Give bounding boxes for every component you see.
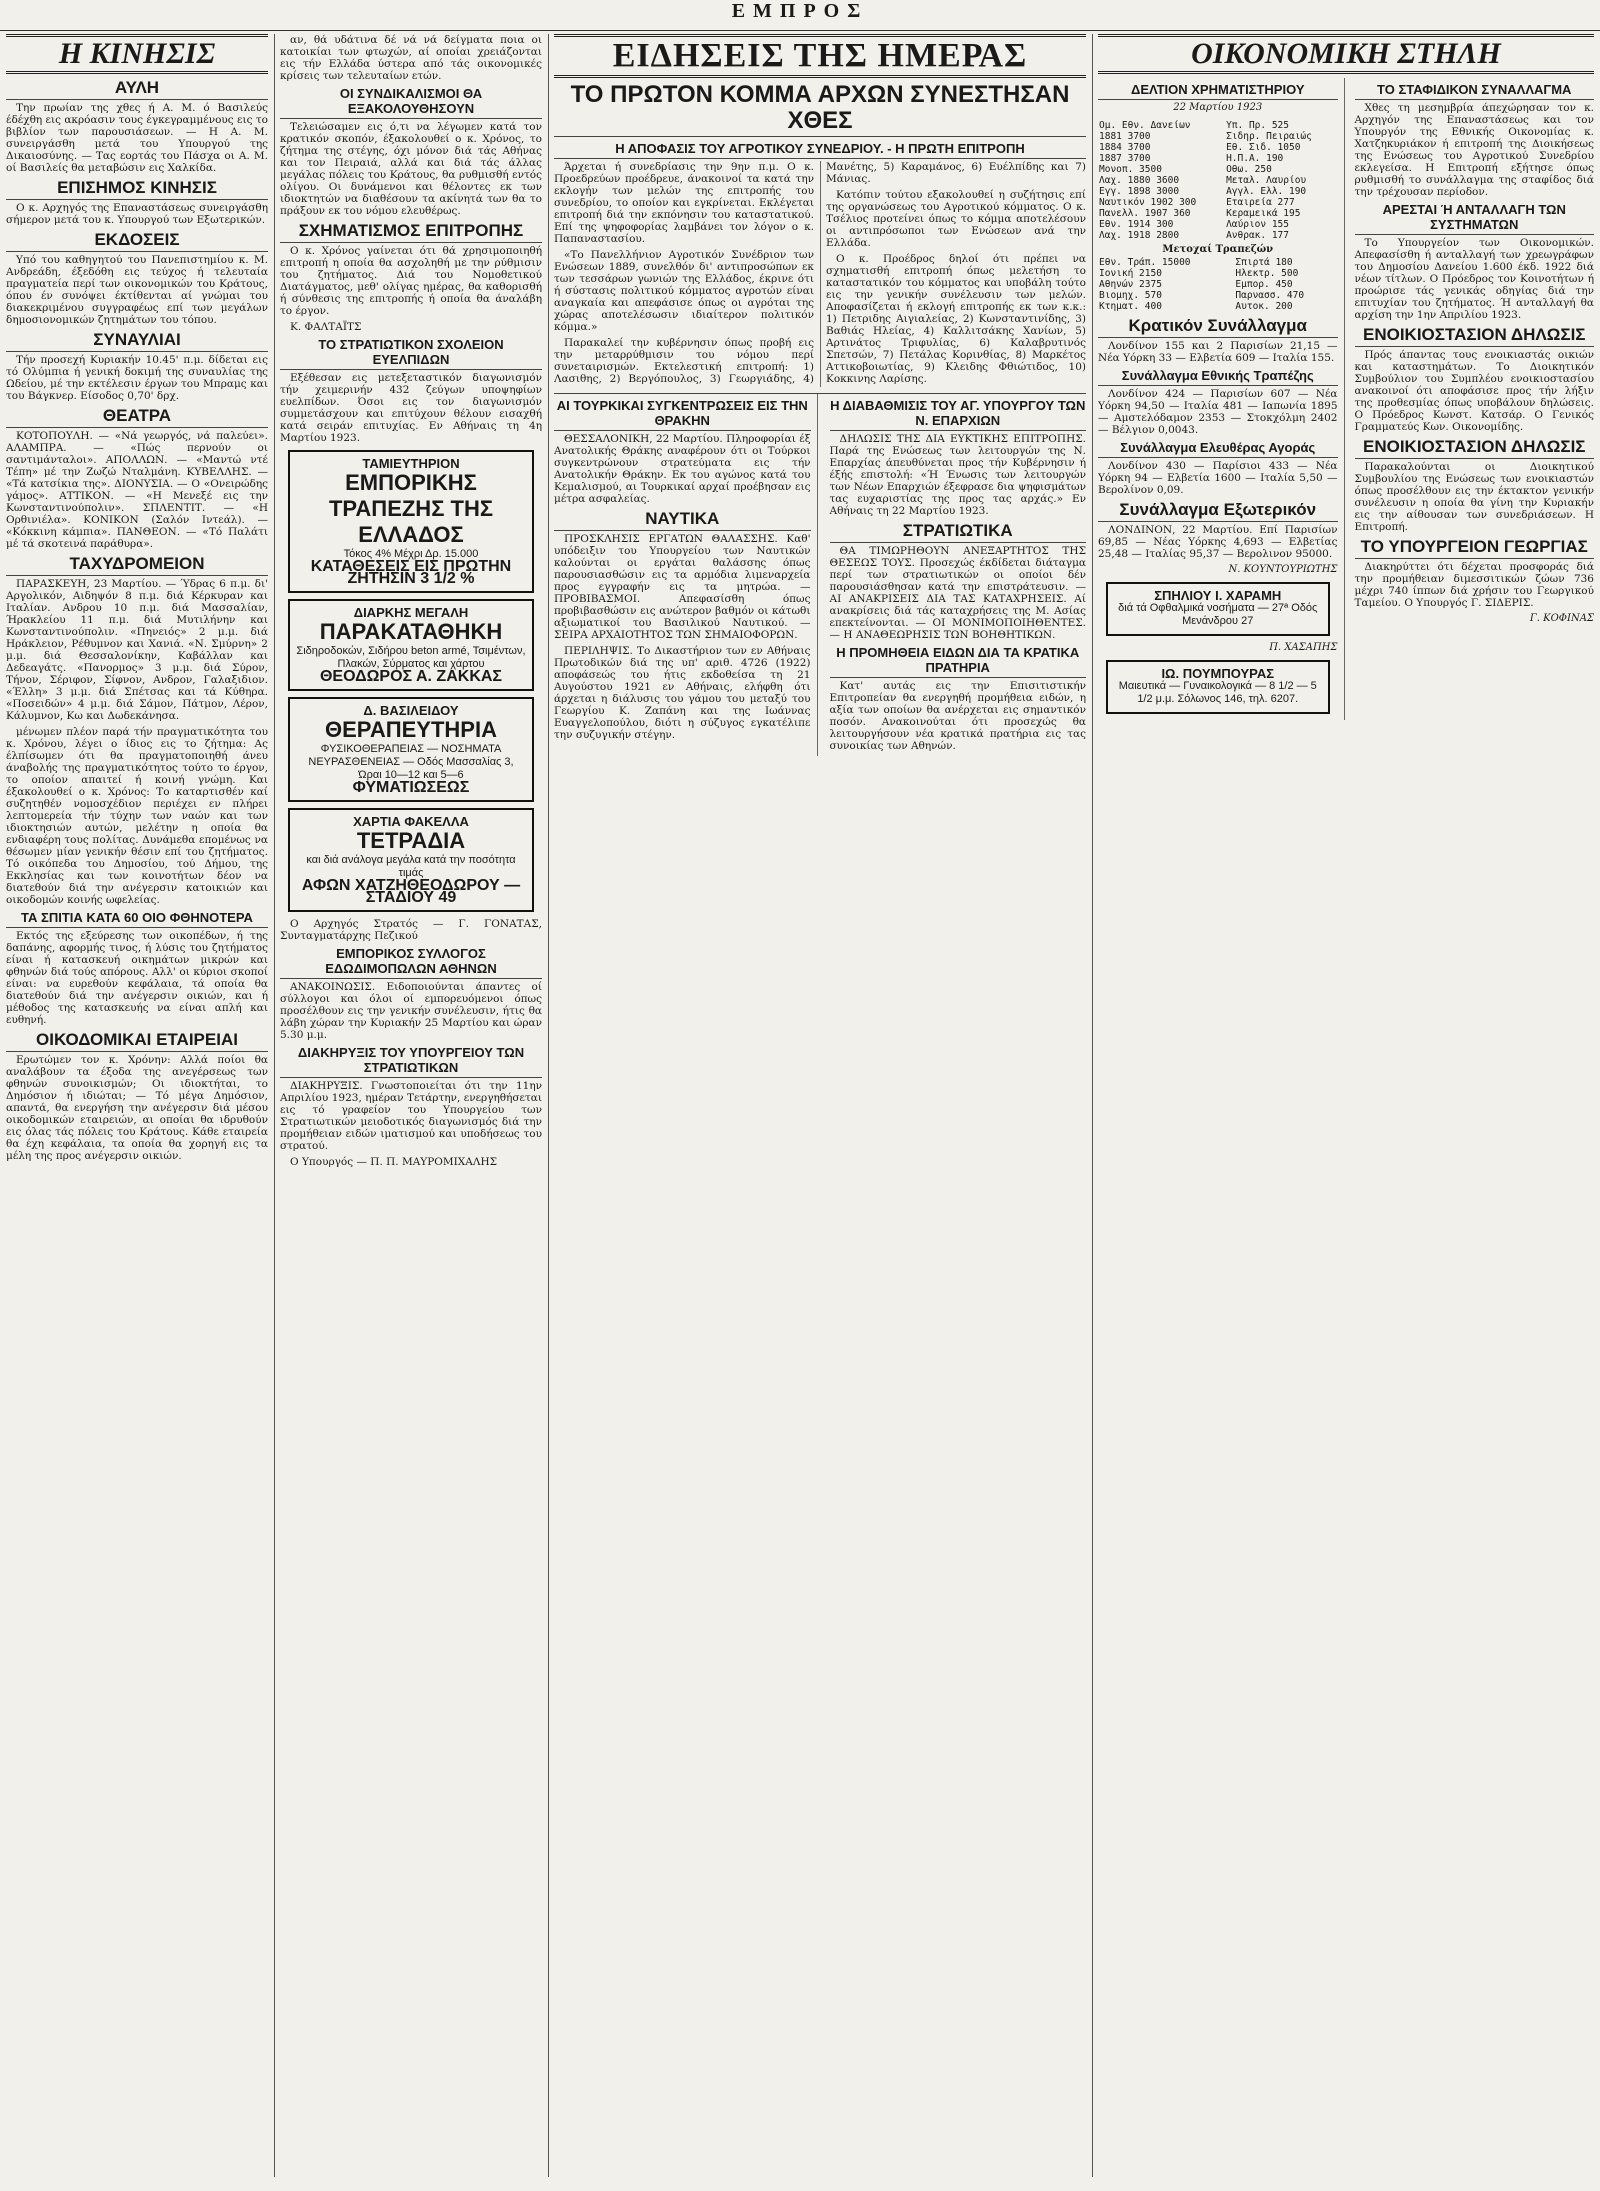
rate-cell: Εμπορ. 450 (1235, 279, 1293, 290)
rate-cell: Μονοπ. 3500 (1099, 164, 1162, 175)
signature: Ν. ΚΟΥΝΤΟΥΡΙΩΤΗΣ (1228, 564, 1338, 575)
rate-cell: Κεραμεικά 195 (1226, 208, 1301, 219)
ad-line: Τόκος 4% Μέχρι Δρ. 15.000 (343, 548, 479, 560)
article-headline: ΟΙΚΟΔΟΜΙΚΑΙ ΕΤΑΙΡΕΙΑΙ (6, 1030, 268, 1052)
column-divider (1092, 34, 1093, 2177)
rate-row (1098, 257, 1338, 268)
rate-row (1098, 290, 1338, 301)
article-headline: Συνάλλαγμα Ελευθέρας Αγοράς (1098, 440, 1338, 458)
ad-poumpouras (1106, 660, 1330, 714)
article-headline: ΑΙ ΤΟΥΡΚΙΚΑΙ ΣΥΓΚΕΝΤΡΩΣΕΙΣ ΕΙΣ ΤΗΝ ΘΡΑΚΗΝ (554, 398, 811, 431)
rate-cell: Σπιρτά 180 (1235, 257, 1293, 268)
ad-line: ΧΑΡΤΙΑ ΦΑΚΕΛΛΑ (353, 814, 469, 829)
article-body: Λονδίνον 430 — Παρίσιοι 433 — Νέα Υόρκη 94 — Ελβετία 1600 — Ιταλία 5,50 — Βερολίνον 0,09. (1098, 460, 1338, 496)
article-body: Χθες τη μεσημβρία άπεχώρησαν τον κ. Αρχηγόν της Επαναστάσεως και τον Υπουργόν της Εθνικής Οικονομίας κ. Χατζηκυριάκον ή επιτροπή της Διοικήσεως της Ενώσεως του Αγροτικού Συνεδρίου εκλεγείσα. Η Επιτροπή εξήτησε όπως ρυθμισθή το συνάλλαγμα της σταφίδος διά την τρέχουσαν περίοδον. (1354, 102, 1594, 198)
article-body: ΛΟΝΔΙΝΟΝ, 22 Μαρτίου. Επί Παρισίων 69,85 — Νέας Υόρκης 4,693 — Ελβετίας 25,48 — Ιταλίας 95,37 — Βερολινον 95000. (1098, 524, 1338, 560)
news-left-column (554, 394, 818, 756)
rate-row (1098, 186, 1338, 197)
rate-cell: Ιονική 2150 (1099, 268, 1162, 279)
ad-line: Σιδηροδοκών, Σιδήρου beton armé, Τσιμέντων, Πλακών, Σύρματος και χάρτου (296, 645, 526, 670)
lead-paragraph: «Το Πανελλήνιον Αγροτικόν Συνέδριον των Ενώσεων 1889, συνελθόν δι' αντιπροσώπων εκ των τεσσάρων γωνιών της Ελλάδος, έκρινε ότι ή σύστασις πολιτικού κόμματος αγροτών είναι αναγκαία και απεφάσισε όπως οι αγρόται της χώρας αποτελέσωσιν ιδιαίτερον πολιτικόν κόμμα.» (554, 249, 814, 333)
lead-subheadline: Η ΑΠΟΦΑΣΙΣ ΤΟΥ ΑΓΡΟΤΙΚΟΥ ΣΥΝΕΔΡΙΟΥ. - Η ΠΡΩΤΗ ΕΠΙΤΡΟΠΗ (554, 141, 1086, 159)
ad-line: ΤΕΤΡΑΔΙΑ (356, 828, 466, 853)
ad-line: ΙΩ. ΠΟΥΜΠΟΥΡΑΣ (1161, 666, 1275, 681)
article-body: μένωμεν πλέον παρά τήν πραγματικότητα του κ. Χρόνου, λέγει ο ίδιος εις το ζήτημα: Ας έλπίσωμεν ότι θα πραγματοποιηθή άνευ άναβολής της πραγματικότητος τούτο το έργον, το οποίον απαιτεί ή κοινή γνώμη. Και έξακολουθεί ο κ. Χρόνος: Το καταρτισθέν καί συζητηθέν νομοσχέδιον περιέχει εν πλήρει λεπτομερεία τήν τύχην των ναών και των ιδιοκτησιών αυτών, μελέτην η οποία θα ενδιαφέρη τους πολίτας. Δυνάμεθα επομένως να θέσωμεν μίαν γενικήν θέσιν επί του ζητήματος. Τό οικόπεδα του Δημοσίου, τού Δήμου, της Εκκλησίας και των κοινοτήτων δέον να διατεθούν διά την ανέγερσιν κατοικιών και οικοδομών κοινής ωφελείας. (6, 726, 268, 906)
column-economic (1098, 34, 1594, 2177)
article-body: Κ. ΦΑΛΤΑΪΤΣ (290, 321, 362, 333)
rate-cell: Ανθρακ. 177 (1226, 230, 1289, 241)
rate-cell: Κτηματ. 400 (1099, 301, 1162, 312)
article-headline: ΑΥΛΗ (6, 78, 268, 100)
article-body: Κατ' αυτάς εις την Επισιτιστικήν Επιτροπείαν θα ενεργηθή προμήθεια ειδών, η αξία των οποίων θα ανέρχεται εις σημαντικόν ποσόν. Ανακοινούται ότι προσεχώς θα λειτουργήσουν νέα κρατικά πρατήρια εις τας συνοικίας των Αθηνών. (829, 680, 1086, 752)
bulletin-title: ΔΕΛΤΙΟΝ ΧΡΗΜΑΤΙΣΤΗΡΙΟΥ (1098, 82, 1338, 100)
rate-row (1098, 230, 1338, 241)
article-headline: ΟΙ ΣΥΝΔΙΚΑΛΙΣΜΟΙ ΘΑ ΕΞΑΚΟΛΟΥΘΗΣΟΥΝ (280, 86, 542, 119)
article-body: ΠΑΡΑΣΚΕΥΗ, 23 Μαρτίου. — Ύδρας 6 π.μ. δι' Αργολικόν, Αιδηψόν 8 π.μ. διά Κέρκυραν και Ιταλίαν. Ανδρου 10 π.μ. διά Μασσαλίαν, Ήρακλείου 11 π.μ. διά Μυτιλήνην και Κωνσταντινούπολιν. «Πηνειός» 2 μ.μ. διά Ηράκλειον, Ρέθυμνον και Χανιά. «Ν. Σμύρνη» 2 μ.μ. διά Θεσσαλονίκην, Καβάλλαν και Δεδεαγάτς. «Πανορμος» 3 μ.μ. διά Σύρον, Τήνον, Σέριφον, Σίφνον, Ανδρον, Γαλαξιδιον. «Έλλη» 3 μ.μ. διά Σπέτσας και τά Κύθηρα. «Ποσειδών» 4 μ.μ. διά Σάμον, Πάτμον, Λέρον, Κάλυμνον, Κω και Δωδεκάνησα. (6, 578, 268, 722)
ad-line: Δ. ΒΑΣΙΛΕΙΔΟΥ (363, 703, 459, 718)
article-headline: Συνάλλαγμα Εθνικής Τραπέζης (1098, 368, 1338, 386)
masthead-title: ΕΜΠΡΟΣ (731, 0, 869, 22)
article-headline: ΔΙΑΚΗΡΥΞΙΣ ΤΟΥ ΥΠΟΥΡΓΕΙΟΥ ΤΩΝ ΣΤΡΑΤΙΩΤΙΚΩΝ (280, 1045, 542, 1078)
rate-cell: Σιδηρ. Πειραιώς (1226, 131, 1312, 142)
lead-paragraph: Ο κ. Προέδρος δηλοί ότι πρέπει να σχηματισθή επιτροπή όπως μελετήση το καταστατικόν του κόμματος και υποβάλη τούτο εις την γενικήν συνέλευσιν των μελών. Αποφασίζεται ή εκλογή επιτροπής εκ των κ.κ.: 1) Πετριδης Αιγιαλείας, 2) Κωνσταντινίδης, 3) Βαθιάς Ηλείας, 4) Καλλιτσάκης Χανίων, 5) Αρτινάτος Τριφυλίας, 6) Καλαβρυτινός Σπετσών, 7) Πετάλας Κορινθίας, 8) Μαρκέτος Αττικοβοιωτίας, 9) Κλειδης Φθιώτιδος, 10) Κοκκινης Λαρίσης. (826, 253, 1086, 385)
ad-line: ΤΑΜΙΕΥΤΗΡΙΟΝ (362, 456, 460, 471)
column-news-of-day (554, 34, 1086, 2177)
article-headline: ΣΤΡΑΤΙΩΤΙΚΑ (830, 521, 1087, 543)
rate-row (1098, 301, 1338, 312)
stock-bulletin (1098, 78, 1345, 720)
article-headline: ΕΜΠΟΡΙΚΟΣ ΣΥΛΛΟΓΟΣ ΕΔΩΔΙΜΟΠΩΛΩΝ ΑΘΗΝΩΝ (280, 946, 542, 979)
article-headline: ΕΝΟΙΚΙΟΣΤΑΣΙΟΝ ΔΗΛΩΣΙΣ (1355, 437, 1595, 459)
rate-cell: Αυτοκ. 200 (1235, 301, 1293, 312)
article-body: ΠΡΟΣΚΛΗΣΙΣ ΕΡΓΑΤΩΝ ΘΑΛΑΣΣΗΣ. Καθ' υπόδειξιν του Υπουργείου των Ναυτικών καλούνται οι εργάται θαλάσσης όπως παρουσιασθώσιν εις τα αρμόδια λιμεναρχεία προς εγγραφήν εις τα μητρώα. — ΠΡΟΒΙΒΑΣΜΟΙ. Απεφασίσθη όπως προβιβασθώσιν εις ανώτερον βαθμόν οι κάτωθι αξιωματικοί του Βασιλικού Ναυτικού. — ΣΕΙΡΑ ΑΡΧΑΙΟΤΗΤΟΣ ΤΩΝ ΣΗΜΑΙΟΦΟΡΩΝ. (554, 533, 811, 641)
rate-row (1098, 131, 1338, 142)
rate-cell: Εγγ. 1898 3000 (1099, 186, 1180, 197)
kinisis-articles (6, 78, 268, 1162)
article-headline: Η ΠΡΟΜΗΘΕΙΑ ΕΙΔΩΝ ΔΙΑ ΤΑ ΚΡΑΤΙΚΑ ΠΡΑΤΗΡΙΑ (830, 645, 1087, 678)
ad-line: ΘΕΟΔΩΡΟΣ Α. ΖΑΚΚΑΣ (319, 668, 503, 685)
rate-cell: Ηλεκτρ. 500 (1235, 268, 1299, 279)
article-body: Τήν προσεχή Κυριακήν 10.45' π.μ. δίδεται εις τό Ολύμπια ή γενική δοκιμή της συναυλίας της Ωδείου, μέ την εκτέλεσιν έργων του Μπραμς και του Βάγκνερ. Είσοδος 0,70' δρχ. (6, 354, 268, 402)
economic-news-list (1355, 82, 1595, 609)
rate-cell: Λαχ. 1880 3600 (1099, 175, 1180, 186)
article-body: ΑΝΑΚΟΙΝΩΣΙΣ. Ειδοποιούνται άπαντες οί σύλλογοι και όλοι οί εμπορευόμενοι όπως προσέλθουν εις την γενικήν συνέλευσιν, ήτις θα λάβη χώραν την Κυριακήν 25 Μαρτίου και ώραν 5.30 μ.μ. (280, 981, 542, 1041)
column-two-articles (280, 34, 542, 444)
economic-news (1355, 78, 1595, 720)
article-body: ΘΑ ΤΙΜΩΡΗΘΟΥΝ ΑΝΕΞΑΡΤΗΤΟΣ ΤΗΣ ΘΕΣΕΩΣ ΤΟΥΣ. Προσεχώς έκδίδεται διάταγμα περί των στρατιωτικών οι οποίοι δέν παρουσιάσθησαν κατά την επιστράτευσιν. — ΑΙ ΑΝΑΚΡΙΣΕΙΣ ΔΙΑ ΤΑΣ ΚΑΤΑΧΡΗΣΕΙΣ. Αί ανακρίσεις διά τάς καταχρήσεις της Μ. Ασίας επεκτείνονται. — ΟΙ ΜΟΝΙΜΟΠΟΙΗΘΕΝΤΕΣ. — Η ΑΝΑΘΕΩΡΗΣΙΣ ΤΩΝ ΒΟΗΘΗΤΙΚΩΝ. (829, 545, 1086, 641)
ad-line: Μαιευτικά — Γυναικολογικά — 8 1/2 — 5 1/2 μ.μ. Σόλωνος 146, τηλ. 6207. (1118, 680, 1317, 705)
ad-parakatathiki (288, 599, 534, 691)
lead-article-body (554, 161, 1086, 387)
rate-cell: Ναυτικόν 1902 300 (1099, 197, 1197, 208)
article-headline: ΕΠΙΣΗΜΟΣ ΚΙΝΗΣΙΣ (6, 178, 268, 200)
ad-line: ΠΑΡΑΚΑΤΑΘΗΚΗ (319, 619, 503, 644)
article-body: Λονδίνον 155 και 2 Παρισίων 21,15 — Νέα Υόρκη 33 — Ελβετία 609 — Ιταλία 155. (1098, 340, 1338, 364)
exchange-lines (1098, 316, 1338, 560)
rate-row (1098, 164, 1338, 175)
rate-cell: Αγγλ. Ελλ. 190 (1226, 186, 1307, 197)
rate-row (1098, 279, 1338, 290)
rate-cell: Πανελλ. 1907 360 (1099, 208, 1191, 219)
article-body: αν, θά υδάτινα δέ νά νά δείγματα ποια οι κατοικίαι των φτωχών, αί οποίαι χρειάζονται εις τήν Ελλάδα ύστερα από τάς οικονομικές κρίσεις των τελευταίων ετών. (280, 34, 542, 82)
rate-row (1098, 208, 1338, 219)
article-body: ΔΗΛΩΣΙΣ ΤΗΣ ΔΙΑ ΕΥΚΤΙΚΗΣ ΕΠΙΤΡΟΠΗΣ. Παρά της Ενώσεως των λειτουργών της Ν. Επαρχίας άπευθύνεται προς τήν Κυβέρνησιν ή έξής επιστολή: «Ή Ένωσις των λειτουργών των Νέων Επαρχιών έξεφρασε δια ψηφισμάτων τας ευχαριστίας της προς τας αρχάς.» Εν Αθήναις τη 22 Μαρτίου 1923. (829, 433, 1086, 517)
ad-line: ΘΕΡΑΠΕΥΤΗΡΙΑ (325, 717, 497, 742)
ad-therapeftiria (288, 697, 534, 802)
ad-line: διά τά Οφθαλμικά νοσήματα — 27ª Οδός Μενάνδρου 27 (1118, 602, 1318, 627)
newspaper-masthead (0, 0, 1600, 31)
article-headline: Η ΔΙΑΒΑΘΜΙΣΙΣ ΤΟΥ ΑΓ. ΥΠΟΥΡΓΟΥ ΤΩΝ Ν. ΕΠΑΡΧΙΩΝ (830, 398, 1087, 431)
bulletin-date: 22 Μαρτίου 1923 (1173, 102, 1263, 113)
article-body: Ο Αρχηγός Στρατός — Γ. ΓΟΝΑΤΑΣ, Συνταγματάρχης Πεζικού (280, 918, 542, 942)
ad-line: ΦΥΜΑΤΙΩΣΕΩΣ (352, 779, 470, 796)
article-headline: ΘΕΑΤΡΑ (6, 406, 268, 428)
column-divider (274, 34, 275, 2177)
article-body: Παρακαλούνται οι Διοικητικού Συμβουλίου της Ενώσεως των ενοικιαστών όπως προσέλθουν εις την έκτακτον γενικήν συνέλευσιν η οποία θα γίνη την Κυριακήν εις την αίθουσαν των συνεδριάσεων. Η Επιτροπή. (1354, 461, 1594, 533)
signature: Π. ΧΑΣΑΠΗΣ (1269, 642, 1338, 653)
ad-line: ΣΠΗΛΙΟΥ Ι. ΧΑΡΑΜΗ (1154, 588, 1282, 603)
article-headline: ΑΡΕΣΤΑΙ Ή ΑΝΤΑΛΛΑΓΗ ΤΩΝ ΣΥΣΤΗΜΑΤΩΝ (1355, 202, 1595, 235)
rate-cell: Εθν. Τράπ. 15000 (1099, 257, 1191, 268)
article-headline: Κρατικόν Συνάλλαγμα (1098, 316, 1338, 338)
rate-cell: Λαύριον 155 (1226, 219, 1289, 230)
article-body: Διακηρύττει ότι δέχεται προσφοράς διά την προμήθειαν διμεσσιτικών ζώων 736 μέχρι 740 ίππων διά χρήσιν του Γεωργικού Ταμείου. Ο Υπουργός Γ. ΣΙΔΕΡΙΣ. (1354, 561, 1594, 609)
article-body: ΚΟΤΟΠΟΥΛΗ. — «Νά γεωργός, νά παλεύει». ΑΛΑΜΠΡΑ. — «Πώς περνούν οι σαντιμάνταλοι». ΑΠΟΛΛΩΝ. — «Μαντώ ντέ Τέπη» μέ την Ζωζώ Νταλμάνη. ΚΥΒΕΛΛΗΣ. — «Τά κατσίκια της». ΔΙΟΝΥΣΙΑ. — Ο «Ονειρώδης γάμος». ΑΤΤΙΚΟΝ. — «Η Μενεξέ εις την Κωνσταντινούπολιν». ΣΠΛΕΝΤΙΤ. — «Η Ορθινιέλα». ΚΟΝΙΚΟΝ (Σαλόν Ιντεάλ). — «Κόκκινη κάμπια». ΠΑΝΘΕΟΝ. — «Τό Παλάτι μέ τά σκοτεινά παράθυρα». (6, 430, 268, 550)
rate-cell: Λαχ. 1918 2800 (1099, 230, 1180, 241)
rate-cell: Υπ. Πρ. 525 (1226, 120, 1289, 131)
article-body: Τελειώσαμεν εις ό,τι να λέγωμεν κατά τον κρατικόν σκοπόν, έξακολουθεί ο κ. Χρόνος, το ζήτημα της στέγης, όχι μόνον διά τάς Αθήνας και τον Πειραιά, αλλά και διά τάς άλλας μεγάλας πόλεις του Κράτους, θα ρυθμισθή εντός ολίγου. Οι δυνάμενοι και θέλοντες εκ των ιδιοκτητών να διαθέσουν τα ακίνητά των θα το πράξουν εκ του νόμου ελευθέρως. (280, 121, 542, 217)
rate-cell: Ομ. Εθν. Δανείων (1099, 120, 1191, 131)
rate-cell: Βιομηχ. 570 (1099, 290, 1162, 301)
article-body: Το Υπουργείον των Οικονομικών. Απεφασίσθη ή ανταλλαγή των χρεωγράφων του Δημοσίου Δανείου 1.600 έκδ. 1922 διά νέων τίτλων. Ο Πρόεδρος τον Κοινοτήτων ή προώρισε τάς γενικάς οδηγίας διά την επιτυχίαν του ζητήματος. Ή ανταλλαγή θα αρχίση την 1ην Απριλίου 1923. (1354, 237, 1594, 321)
banks-table (1098, 257, 1338, 312)
article-body: Λονδίνον 424 — Παρισίων 607 — Νέα Υόρκη 94,50 — Ιταλία 481 — Ιαπωνία 1895 — Αμστελόδαμον 2353 — Στοκχόλμη 2402 — Βέλγιον 0,0043. (1098, 388, 1338, 436)
ad-line: και διά ανάλογα μεγάλα κατά την ποσότητα τιμάς (306, 854, 516, 879)
article-body: Ο κ. Αρχηγός της Επαναστάσεως συνειργάσθη σήμερον μετά του κ. Υπουργού των Εξωτερικών. (6, 202, 268, 226)
article-body: Εξέθεσαν εις μετεξεταστικόν διαγωνισμόν τήν χειμερινήν 432 ζεύγων υποψηφίων ευελπίδων. Όσοι εις τον διαγωνισμόν συμμετάσχουν και επιτύχουν θέλουν εισαχθή κατά σειράν επιτυχίας. Εν Αθήναις τη 4η Μαρτίου 1923. (280, 372, 542, 444)
column-two (280, 34, 542, 2177)
article-headline: ΕΚΔΟΣΕΙΣ (6, 230, 268, 252)
article-body: Την πρωίαν της χθες ή Α. Μ. ό Βασιλεύς έδέχθη εις ακρόασιν τους έγκεγραμμένους εις το βιβλίον των παρουσιάσεων. — Η Α. Μ. συνειργάσθη μετά του Υπουργού της Δικαιοσύνης. — Τας εορτάς του Πάσχα οι Α. Μ. οί Βασιλείς θα μεταβώσιν εις Χαλκίδα. (6, 102, 268, 174)
rate-cell: Εθν. 1914 300 (1099, 219, 1174, 230)
ad-line: ΕΜΠΟΡΙΚΗΣ ΤΡΑΠΕΖΗΣ ΤΗΣ ΕΛΛΑΔΟΣ (328, 470, 494, 547)
news-right-column (830, 394, 1087, 756)
rate-cell: Εθ. Σιδ. 1050 (1226, 142, 1301, 153)
rate-cell: 1887 3700 (1099, 153, 1151, 164)
column-kinisis (6, 34, 268, 2177)
article-headline: ΤΑΧΥΔΡΟΜΕΙΟΝ (6, 554, 268, 576)
rate-cell: Μεταλ. Λαυρίου (1226, 175, 1307, 186)
section-title-eidiseis: ΕΙΔΗΣΕΙΣ ΤΗΣ ΗΜΕΡΑΣ (554, 34, 1086, 78)
section-title-oikonomiki: ΟΙΚΟΝΟΜΙΚΗ ΣΤΗΛΗ (1098, 34, 1594, 74)
lead-headline: ΤΟ ΠΡΩΤΟΝ ΚΟΜΜΑ ΑΡΧΩΝ ΣΥΝΕΣΤΗΣΑΝ ΧΘΕΣ (554, 82, 1086, 137)
rate-row (1098, 142, 1338, 153)
ad-line: ΦΥΣΙΚΟΘΕΡΑΠΕΙΑΣ — ΝΟΣΗΜΑΤΑ ΝΕΥΡΑΣΘΕΝΕΙΑΣ — Οδός Μασσαλίας 3, Ώραι 10—12 και 5—6 (308, 743, 514, 781)
lead-paragraph: Παρακαλεί την κυβέρνησιν όπως προβή εις την μεταρρύθμισιν του νόμου περί συνεταιρισμών. Εκτελεστική επιτροπή: 1) Λασιθης, 2) Βεργόπουλος, 3) Γεωργιάδης, 4) Μανέτης, 5) Καραμάνος, 6) Ευέλπίδης και 7) Μάνιας. (554, 161, 1086, 385)
article-headline: ΝΑΥΤΙΚΑ (554, 509, 811, 531)
article-headline: ΤΟ ΣΤΡΑΤΙΩΤΙΚΟΝ ΣΧΟΛΕΙΟΝ ΕΥΕΛΠΙΔΩΝ (280, 337, 542, 370)
rate-row (1098, 175, 1338, 186)
rate-cell: Εταιρεία 277 (1226, 197, 1295, 208)
ad-line: ΑΦΩΝ ΧΑΤΖΗΘΕΟΔΩΡΟΥ — ΣΤΑΔΙΟΥ 49 (301, 877, 521, 906)
ad-chartia (288, 808, 534, 912)
article-headline: ΕΝΟΙΚΙΟΣΤΑΣΙΟΝ ΔΗΛΩΣΙΣ (1355, 325, 1595, 347)
rate-cell: 1884 3700 (1099, 142, 1151, 153)
signature: Γ. ΚΟΦΙΝΑΣ (1529, 613, 1594, 624)
article-body: Ο κ. Χρόνος γαίνεται ότι θά χρησιμοποιηθή επιτροπή η οποία θα ασχοληθή με την ρύθμισιν του ζητήματος. Διά του Νομοθετικού Διατάγματος, μεθ' ολίγας ημέρας, θα καθορισθή ή σύνθεσις της επιτροπής ή οποία θα άναλάβη το έργον. (280, 245, 542, 317)
article-headline: ΣΥΝΑΥΛΙΑΙ (6, 330, 268, 352)
rate-cell: Η.Π.Α. 190 (1226, 153, 1284, 164)
rate-row (1098, 197, 1338, 208)
rates-table (1098, 120, 1338, 241)
rate-cell: Οθω. 250 (1226, 164, 1272, 175)
ad-line: ΚΑΤΑΘΕΣΕΙΣ ΕΙΣ ΠΡΩΤΗΝ ΖΗΤΗΣΙΝ 3 1/2 % (310, 558, 512, 587)
lead-paragraph: Κατόπιν τούτου εξακολουθεί η συζήτησις επί της οργανώσεως του Αγροτικού κόμματος. Ο κ. Τσέλιος προτείνει όπως το κόμμα αποτελέσουν οι αντιπρόσωποι των Ενώσεων ανά την Ελλάδα. (826, 189, 1086, 249)
lead-paragraph: Άρχεται ή συνεδρίασις την 9ην π.μ. Ο κ. Προεδρεύων προέδρευε, άνακοινοί τα κατά την εκλογήν των μελών της επιτροπής του συνεδρίου, το οποίον και εγκρίνεται. Εκλέγεται επιτροπή διά την εκπόνησιν του καταστατικού. Επί της ψηφοφορίας λαμβάνει τον λόγον ο κ. Παπαναστασίου. (554, 161, 814, 245)
section-title-kinisis: Η ΚΙΝΗΣΙΣ (6, 34, 268, 74)
rate-row (1098, 153, 1338, 164)
ad-line: ΔΙΑΡΚΗΣ ΜΕΓΑΛΗ (353, 605, 469, 620)
banks-title: Μετοχαί Τραπεζών (1162, 244, 1274, 255)
article-body: ΠΕΡΙΛΗΨΙΣ. Το Δικαστήριον των εν Αθήναις Πρωτοδικών διά της υπ' αριθ. 4726 (1922) αποφάσεώς του ήτις εκδοθείσα τη 21 Αυγούστου 1921 εν Αθήναις, ελήφθη ότι άρχεται η διάλυσις του γάμου του μεταξύ του Γεωργίου Κ. Ζαπάνη και της Ιωάννας Ευαγγελοπούλου, διότι η σύζυγος εγκατέλιπε την συζυγικήν στέγην. (554, 645, 811, 741)
article-body: Υπό του καθηγητού του Πανεπιστημίου κ. Μ. Ανδρεάδη, έξεδόθη εις τεύχος ή τελευταία πραγματεία περί των οικονομικών του Κράτους, όπου έν συνόψει έκτίθενται αί γνώμαι του διακεκριμένου συγγραφέως επί των μεγάλων δημοσιονομικών ζητημάτων του τόπου. (6, 254, 268, 326)
article-body: Εκτός της εξεύρεσης των οικοπέδων, ή της δαπάνης, αφορμής τινος, ή λύσις του ζητήματος είναι ή κατασκευή οικημάτων μικρών και φθηνών διά τούς απόρους. Αλλ' οι κύριοι σκοποί είναι: να ευρεθούν κεφάλαια, τά οποία θα διατεθούν διά την ανέγερσιν οικιών, και ή μέθοδος της κατασκευής να είναι απλή και ευθηνή. (6, 930, 268, 1026)
article-headline: Συνάλλαγμα Εξωτερικόν (1098, 500, 1338, 522)
article-headline: ΤΑ ΣΠΙΤΙΑ ΚΑΤΑ 60 ΟΙΟ ΦΘΗΝΟΤΕΡΑ (6, 910, 268, 928)
article-body: ΘΕΣΣΑΛΟΝΙΚΗ, 22 Μαρτίου. Πληροφορίαι έξ Ανατολικής Θράκης αναφέρουν ότι οι Τούρκοι συγκεντρώνουν στρατεύματα εις τήν Ανατολικήν Θράκην. Εκ του αγώνος κατά του Κεμαλισμού, αι Τουρκικαί αρχαί προέβησαν εις μέτρα ασφαλείας. (554, 433, 811, 505)
ad-charami (1106, 582, 1330, 636)
article-body: Ο Υπουργός — Π. Π. ΜΑΥΡΟΜΙΧΑΛΗΣ (290, 1156, 498, 1168)
article-body: ΔΙΑΚΗΡΥΞΙΣ. Γνωστοποιείται ότι την 11ην Απριλίου 1923, ημέραν Τετάρτην, ενεργηθήσεται εις τό γραφείον του Υπουργείου των Στρατιωτικών μειοδοτικός διαγωνισμός διά την προμήθειαν ειδών ιματισμού και υποδήσεως του στρατού. (280, 1080, 542, 1152)
rate-cell: Παρνασσ. 470 (1235, 290, 1305, 301)
rate-row (1098, 268, 1338, 279)
rate-cell: 1881 3700 (1099, 131, 1151, 142)
column-divider (548, 34, 549, 2177)
ad-tamieftirion (288, 450, 534, 593)
article-headline: ΤΟ ΥΠΟΥΡΓΕΙΟΝ ΓΕΩΡΓΙΑΣ (1355, 537, 1595, 559)
article-body: Ερωτώμεν τον κ. Χρόνην: Αλλά ποίοι θα αναλάβουν τα έξοδα της ανεγέρσεως των φθηνών συνοικισμών; Οι ιδιοκτήται, το Δημόσιον ή ιδιώται; — Τό μέγα Δημόσιον, απαντά, θα ενεργήση την ανέγερσιν διά μέσου οικοδομικών εταιρειών, αι οποίαι θα ιδρυθούν εις όλας τάς πόλεις του Κράτους. Κάθε εταιρεία θα έχη κεφάλαια, τα οποία θα χορηγή εις τα μέλη της προς ανέγερσιν οικιών. (6, 1054, 268, 1162)
article-headline: ΣΧΗΜΑΤΙΣΜΟΣ ΕΠΙΤΡΟΠΗΣ (280, 221, 542, 243)
rate-row (1098, 219, 1338, 230)
rate-cell: Αθηνών 2375 (1099, 279, 1162, 290)
article-body: Πρός άπαντας τους ενοικιαστάς οικιών και καταστημάτων. Το Διοικητικόν Συμβούλιον του Συμπλέου ενοικιοστασίου ανακοινοί ότι αποφάσισε προς τήν λήξιν της προθεσμίας όπως υποβάλουν δηλώσεις. Ο Πρόεδρος Κωνστ. Κατσάρ. Ο Γενικός Γραμματεύς Κων. Οικονομίδης. (1354, 349, 1594, 433)
article-headline: ΤΟ ΣΤΑΦΙΔΙΚΟΝ ΣΥΝΑΛΛΑΓΜΑ (1355, 82, 1595, 100)
rate-row (1098, 120, 1338, 131)
